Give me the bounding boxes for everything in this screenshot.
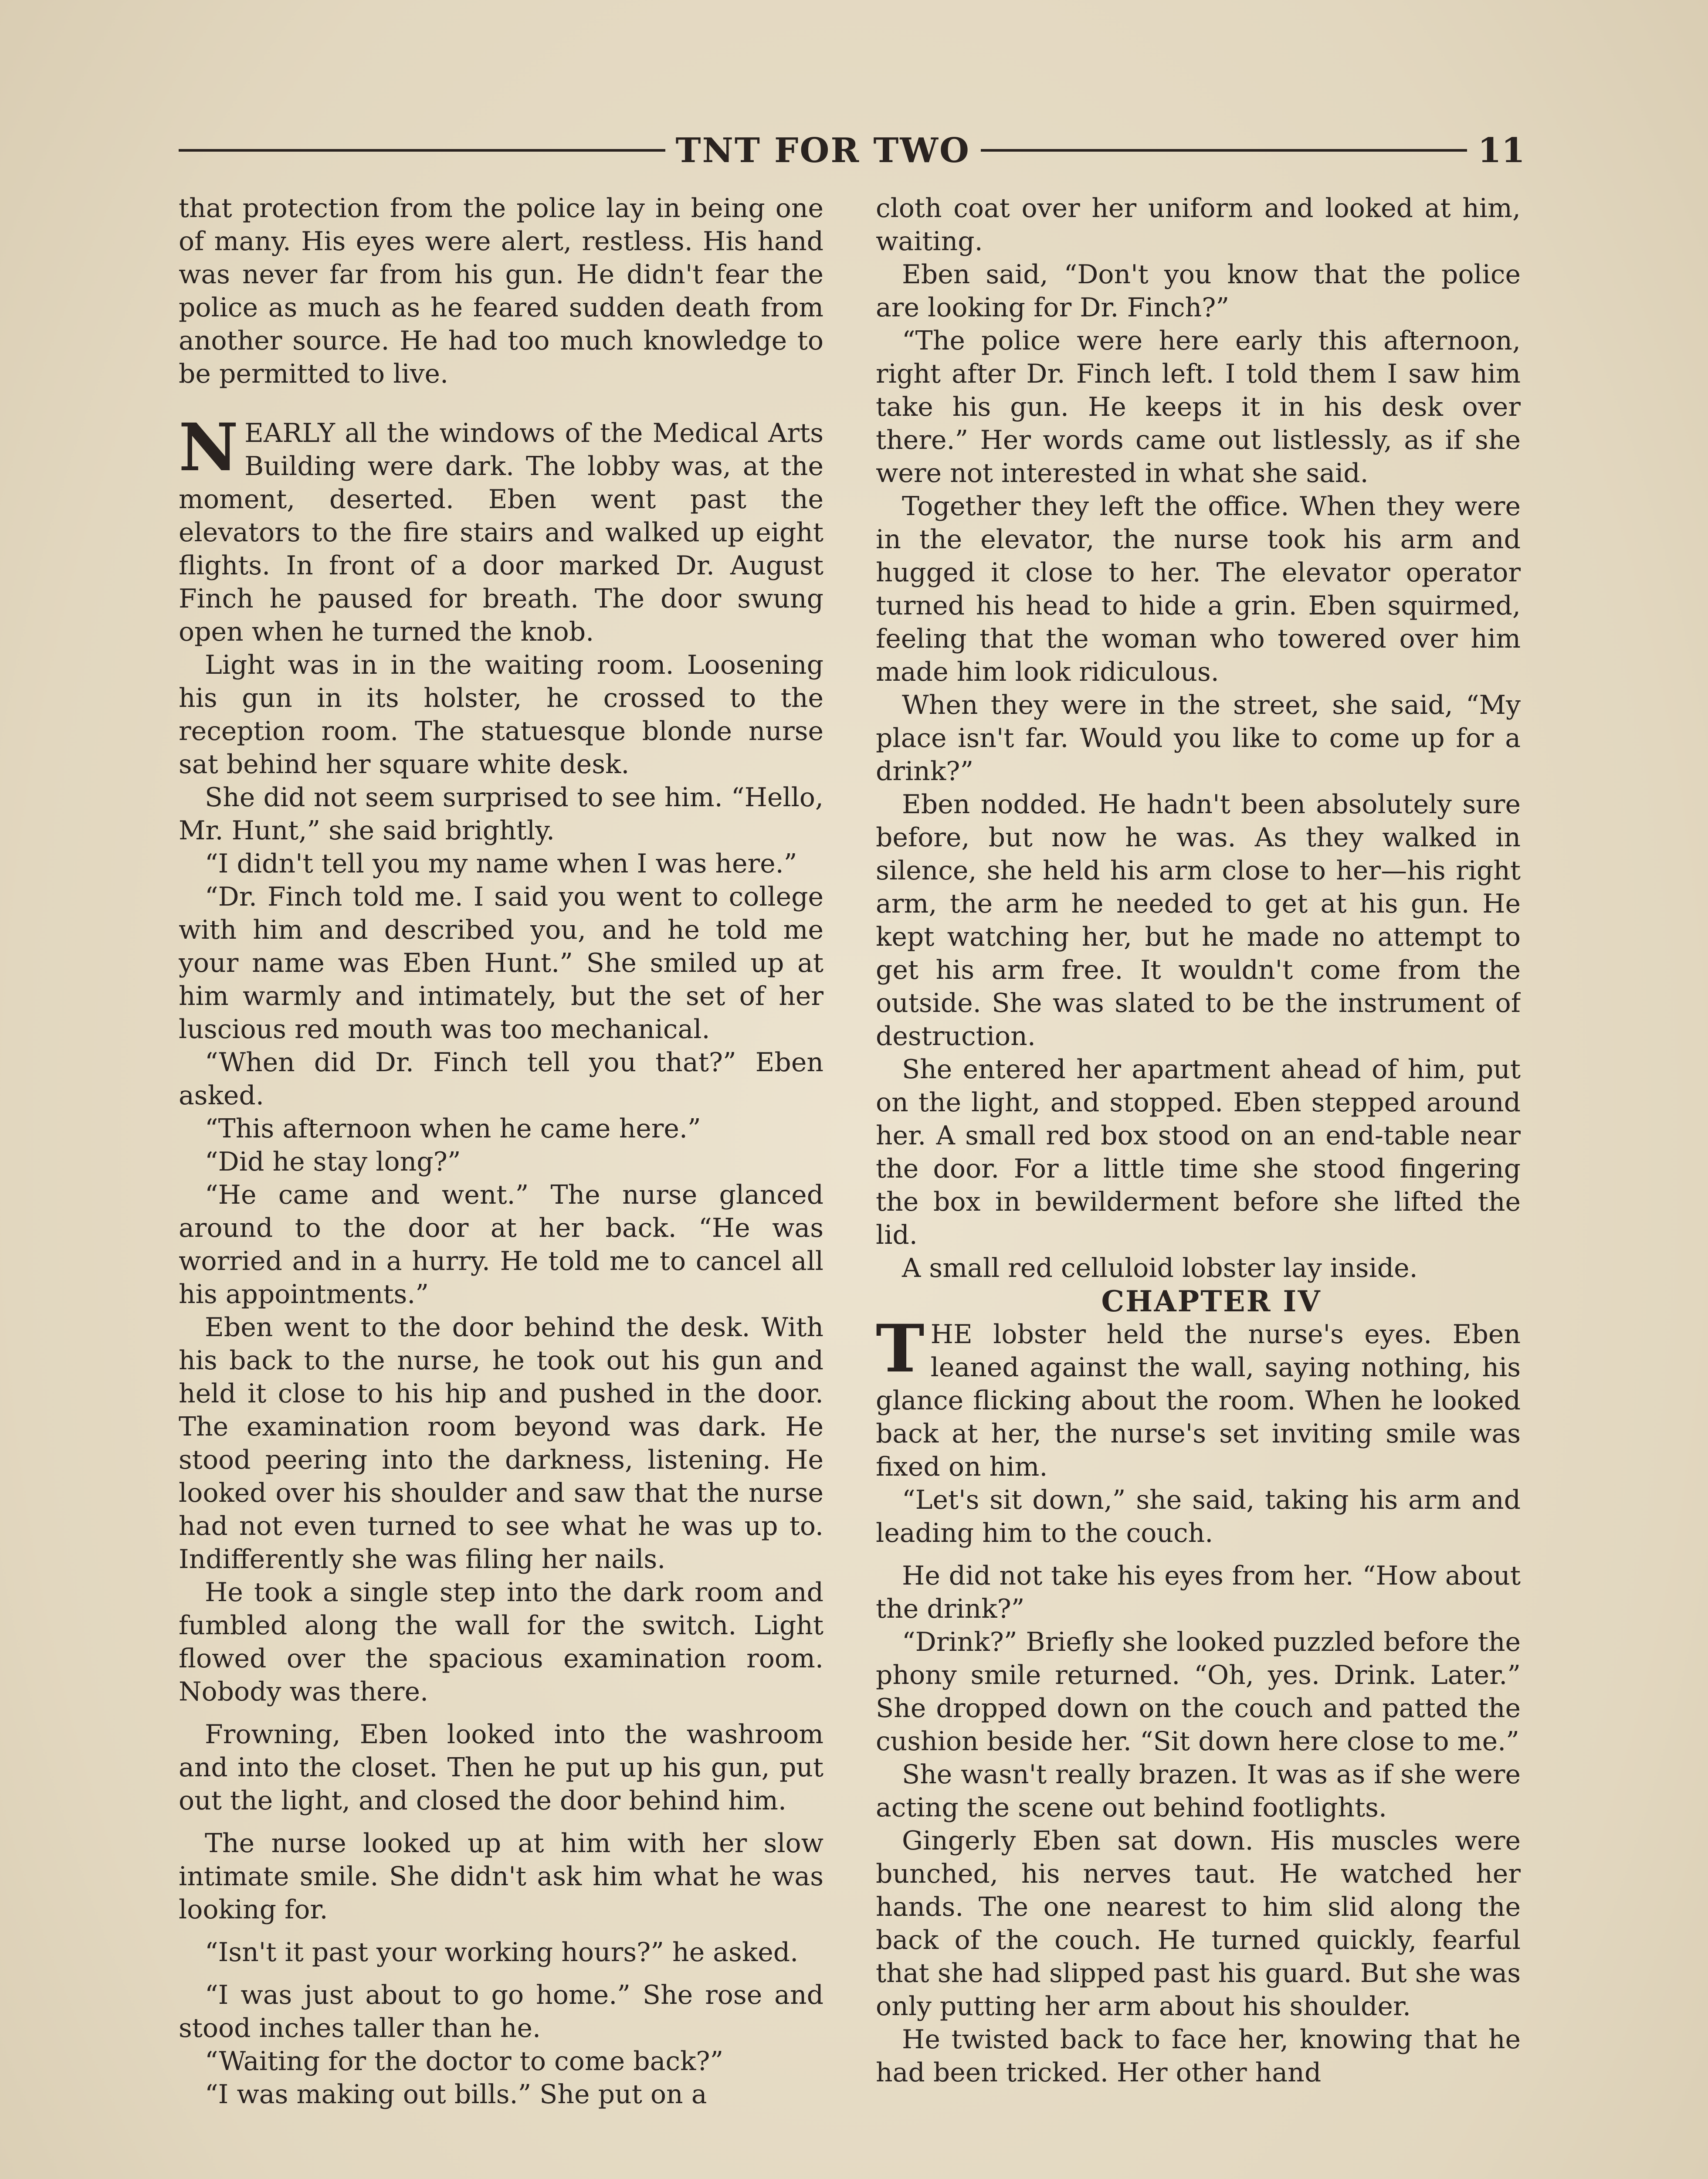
paragraph: She wasn't really brazen. It was as if she were acting the scene out behind footlights.: [876, 1759, 1521, 1823]
chapter-heading: CHAPTER IV: [1101, 1284, 1322, 1318]
paragraph: “When did Dr. Finch tell you that?” Eben asked.: [179, 1047, 824, 1111]
paragraph: Eben said, “Don't you know that the police are looking for Dr. Finch?”: [876, 259, 1521, 323]
paragraph: “Did he stay long?”: [205, 1147, 461, 1177]
paragraph: He took a single step into the dark room and fumbled along the wall for the switch. Light flowed over the spacious examination room. Nobody was there.: [179, 1577, 824, 1707]
paragraph: He twisted back to face her, knowing that he had been tricked. Her other hand: [876, 2024, 1521, 2088]
paragraph-text: EARLY all the windows of the Medical Arts Building were dark. The lobby was, at the moment, deserted. Eben went past the elevators to the fire stairs and walked up eight flights. In front of a door marked Dr. August Finch he paused for breath. The door swung open when he turned the knob.: [179, 418, 824, 647]
paragraph: Together they left the office. When they were in the elevator, the nurse took his arm and hugged it close to her. The elevator operator turned his head to hide a grin. Eben squirmed, feeling that the woman who towered over him made him look ridiculous.: [876, 491, 1521, 687]
paragraph: A small red celluloid lobster lay inside.: [902, 1253, 1418, 1283]
paragraph: “I didn't tell you my name when I was here.”: [205, 849, 797, 879]
right-column: [876, 192, 1521, 2179]
header-rule-right: [981, 149, 1467, 152]
paragraph: Gingerly Eben sat down. His muscles were bunched, his nerves taut. He watched her hands. The one nearest to him slid along the back of the couch. He turned quickly, fearful that she had slipped past his guard. But she was only putting her arm about his shoulder.: [876, 1826, 1521, 2022]
paragraph: “This afternoon when he came here.”: [205, 1113, 701, 1144]
running-header: [179, 126, 1525, 174]
drop-cap: T: [876, 1310, 925, 1387]
paragraph: “Dr. Finch told me. I said you went to college with him and described you, and he told me your name was Eben Hunt.” She smiled up at him warmly and intimately, but the set of her luscious red mouth was too mechanical.: [179, 882, 824, 1045]
paragraph: “Drink?” Briefly she looked puzzled before the phony smile returned. “Oh, yes. Drink. Later.” She dropped down on the couch and patted the cushion beside her. “Sit down here close to me.”: [876, 1627, 1521, 1757]
drop-cap: N: [179, 409, 239, 486]
chapter-opening-paragraph: [876, 1310, 1521, 1483]
paragraph: He did not take his eyes from her. “How about the drink?”: [876, 1561, 1521, 1624]
running-title: TNT FOR TWO: [675, 130, 970, 170]
paragraph: “The police were here early this afternoon, right after Dr. Finch left. I told them I saw him take his gun. He keeps it in his desk over there.” Her words came out listlessly, as if she were not interested in what she said.: [876, 326, 1521, 489]
paragraph: cloth coat over her uniform and looked at him, waiting.: [876, 193, 1521, 257]
paragraph: When they were in the street, she said, “My place isn't far. Would you like to come up for a drink?”: [876, 690, 1521, 787]
paragraph: that protection from the police lay in being one of many. His eyes were alert, restless. His hand was never far from his gun. He didn't fear the police as much as he feared sudden death from another source. He had too much knowledge to be permitted to live.: [179, 193, 824, 389]
header-rule-left: [179, 149, 665, 152]
paragraph: Frowning, Eben looked into the washroom and into the closet. Then he put up his gun, put out the light, and closed the door behind him.: [179, 1719, 824, 1816]
left-column: [179, 192, 824, 2179]
paragraph: She entered her apartment ahead of him, put on the light, and stopped. Eben stepped around her. A small red box stood on an end-table near the door. For a little time she stood fingering the box in bewilderment before she lifted the lid.: [876, 1054, 1521, 1250]
paragraph: The nurse looked up at him with her slow intimate smile. She didn't ask him what he was looking for.: [179, 1828, 824, 1925]
paragraph-text: HE lobster held the nurse's eyes. Eben leaned against the wall, saying nothing, his glance flicking about the room. When he looked back at her, the nurse's set inviting smile was fixed on him.: [876, 1319, 1521, 1482]
paragraph: “I was just about to go home.” She rose and stood inches taller than he.: [179, 1980, 824, 2043]
paragraph: “Isn't it past your working hours?” he asked.: [205, 1937, 799, 1968]
paragraph: Eben went to the door behind the desk. With his back to the nurse, he took out his gun and held it close to his hip and pushed in the door. The examination room beyond was dark. He stood peering into the darkness, listening. He looked over his shoulder and saw that the nurse had not even turned to see what he was up to. Indifferently she was filing her nails.: [179, 1312, 824, 1575]
paragraph: “He came and went.” The nurse glanced around to the door at her back. “He was worried and in a hurry. He told me to cancel all his appointments.”: [179, 1180, 824, 1310]
section-opening-paragraph: [179, 409, 824, 648]
paragraph: “I was making out bills.” She put on a: [205, 2079, 707, 2110]
paragraph: “Waiting for the doctor to come back?”: [205, 2046, 724, 2077]
paragraph: Light was in in the waiting room. Loosening his gun in its holster, he crossed to the reception room. The statuesque blonde nurse sat behind her square white desk.: [179, 650, 824, 780]
paragraph: She did not seem surprised to see him. “Hello, Mr. Hunt,” she said brightly.: [179, 782, 824, 846]
paragraph: Eben nodded. He hadn't been absolutely sure before, but now he was. As they walked in silence, she held his arm close to her—his right arm, the arm he needed to get at his gun. He kept watching her, but he made no attempt to get his arm free. It wouldn't come from the outside. She was slated to be the instrument of destruction.: [876, 789, 1521, 1052]
page-number: 11: [1478, 130, 1525, 170]
paragraph: “Let's sit down,” she said, taking his arm and leading him to the couch.: [876, 1485, 1521, 1548]
